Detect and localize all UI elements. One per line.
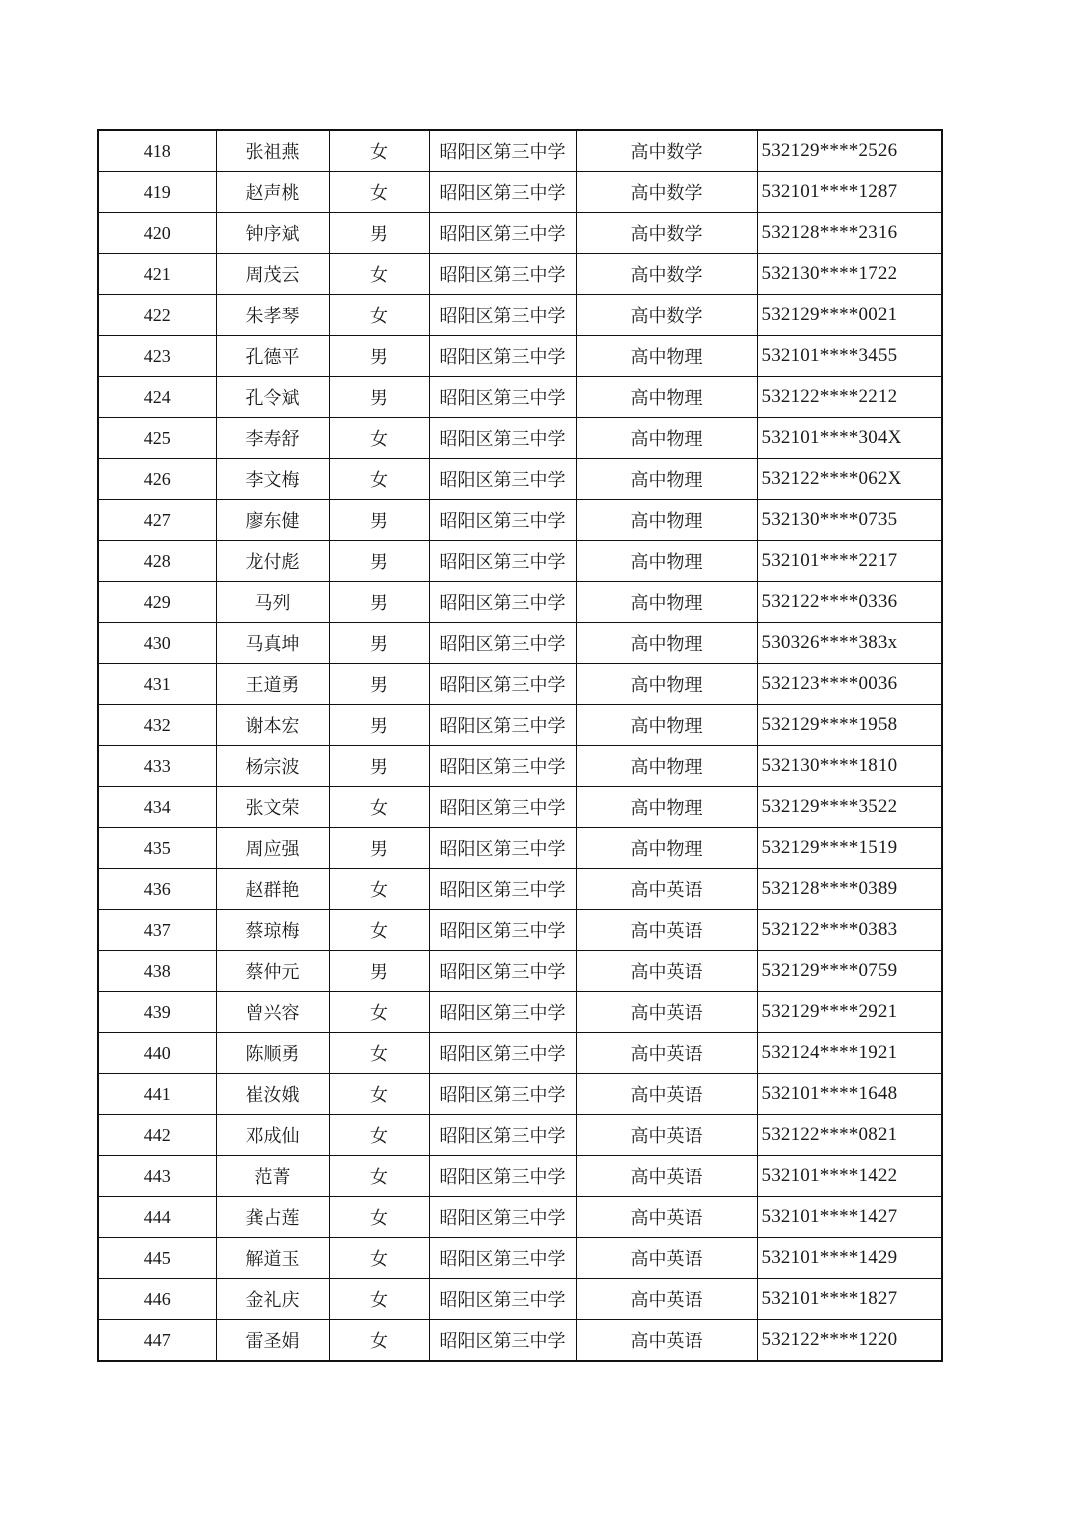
cell-id-number: 532123****0036 <box>757 664 942 705</box>
table-row <box>98 1320 942 1362</box>
cell-number: 420 <box>98 213 216 254</box>
table-row <box>98 664 942 705</box>
table-row <box>98 1074 942 1115</box>
cell-subject: 高中物理 <box>576 664 757 705</box>
cell-number: 428 <box>98 541 216 582</box>
cell-subject: 高中英语 <box>576 1033 757 1074</box>
cell-gender: 男 <box>329 213 429 254</box>
cell-name: 廖东健 <box>216 500 329 541</box>
cell-gender: 女 <box>329 418 429 459</box>
cell-gender: 男 <box>329 828 429 869</box>
cell-school: 昭阳区第三中学 <box>429 295 576 336</box>
cell-gender: 女 <box>329 1279 429 1320</box>
table-row <box>98 1238 942 1279</box>
cell-id-number: 532129****1519 <box>757 828 942 869</box>
cell-gender: 女 <box>329 1156 429 1197</box>
cell-id-number: 532122****2212 <box>757 377 942 418</box>
cell-id-number: 532101****1429 <box>757 1238 942 1279</box>
cell-school: 昭阳区第三中学 <box>429 623 576 664</box>
cell-subject: 高中英语 <box>576 1197 757 1238</box>
cell-school: 昭阳区第三中学 <box>429 951 576 992</box>
cell-name: 曾兴容 <box>216 992 329 1033</box>
cell-id-number: 532129****3522 <box>757 787 942 828</box>
cell-gender: 女 <box>329 910 429 951</box>
cell-subject: 高中英语 <box>576 869 757 910</box>
cell-subject: 高中英语 <box>576 951 757 992</box>
cell-gender: 女 <box>329 1238 429 1279</box>
cell-gender: 女 <box>329 459 429 500</box>
table-row <box>98 746 942 787</box>
cell-school: 昭阳区第三中学 <box>429 787 576 828</box>
table-row <box>98 459 942 500</box>
cell-name: 陈顺勇 <box>216 1033 329 1074</box>
cell-id-number: 532124****1921 <box>757 1033 942 1074</box>
cell-name: 赵声桃 <box>216 172 329 213</box>
cell-gender: 男 <box>329 623 429 664</box>
cell-subject: 高中英语 <box>576 1115 757 1156</box>
cell-gender: 男 <box>329 541 429 582</box>
cell-number: 424 <box>98 377 216 418</box>
table-row <box>98 951 942 992</box>
cell-id-number: 532130****1810 <box>757 746 942 787</box>
cell-school: 昭阳区第三中学 <box>429 1279 576 1320</box>
cell-id-number: 532129****2526 <box>757 130 942 172</box>
cell-name: 龙付彪 <box>216 541 329 582</box>
cell-name: 范菁 <box>216 1156 329 1197</box>
cell-name: 孔德平 <box>216 336 329 377</box>
cell-number: 437 <box>98 910 216 951</box>
cell-id-number: 532101****1422 <box>757 1156 942 1197</box>
cell-name: 李寿舒 <box>216 418 329 459</box>
table-row <box>98 541 942 582</box>
cell-school: 昭阳区第三中学 <box>429 746 576 787</box>
cell-gender: 女 <box>329 1074 429 1115</box>
cell-number: 441 <box>98 1074 216 1115</box>
cell-id-number: 532128****0389 <box>757 869 942 910</box>
table-row <box>98 336 942 377</box>
cell-number: 445 <box>98 1238 216 1279</box>
cell-id-number: 532122****0383 <box>757 910 942 951</box>
cell-subject: 高中物理 <box>576 582 757 623</box>
cell-school: 昭阳区第三中学 <box>429 377 576 418</box>
cell-number: 436 <box>98 869 216 910</box>
cell-name: 王道勇 <box>216 664 329 705</box>
cell-name: 谢本宏 <box>216 705 329 746</box>
table-row <box>98 418 942 459</box>
cell-number: 433 <box>98 746 216 787</box>
cell-school: 昭阳区第三中学 <box>429 705 576 746</box>
cell-gender: 男 <box>329 746 429 787</box>
cell-id-number: 532122****062X <box>757 459 942 500</box>
cell-name: 朱孝琴 <box>216 295 329 336</box>
cell-gender: 女 <box>329 1320 429 1362</box>
cell-gender: 男 <box>329 582 429 623</box>
cell-number: 438 <box>98 951 216 992</box>
cell-gender: 女 <box>329 295 429 336</box>
cell-id-number: 532128****2316 <box>757 213 942 254</box>
table-row <box>98 910 942 951</box>
cell-school: 昭阳区第三中学 <box>429 459 576 500</box>
cell-name: 李文梅 <box>216 459 329 500</box>
cell-gender: 女 <box>329 787 429 828</box>
cell-number: 419 <box>98 172 216 213</box>
cell-name: 张文荣 <box>216 787 329 828</box>
cell-school: 昭阳区第三中学 <box>429 582 576 623</box>
cell-subject: 高中数学 <box>576 254 757 295</box>
cell-school: 昭阳区第三中学 <box>429 828 576 869</box>
cell-name: 钟序斌 <box>216 213 329 254</box>
cell-gender: 女 <box>329 1115 429 1156</box>
cell-name: 周应强 <box>216 828 329 869</box>
cell-subject: 高中英语 <box>576 1074 757 1115</box>
table-row <box>98 172 942 213</box>
cell-name: 马列 <box>216 582 329 623</box>
cell-gender: 女 <box>329 992 429 1033</box>
table-row <box>98 1156 942 1197</box>
cell-subject: 高中数学 <box>576 172 757 213</box>
cell-number: 421 <box>98 254 216 295</box>
cell-school: 昭阳区第三中学 <box>429 1197 576 1238</box>
cell-school: 昭阳区第三中学 <box>429 869 576 910</box>
cell-subject: 高中物理 <box>576 459 757 500</box>
cell-number: 447 <box>98 1320 216 1362</box>
roster-table <box>97 129 943 1362</box>
cell-school: 昭阳区第三中学 <box>429 1033 576 1074</box>
cell-number: 446 <box>98 1279 216 1320</box>
cell-id-number: 532101****1287 <box>757 172 942 213</box>
cell-id-number: 530326****383x <box>757 623 942 664</box>
cell-school: 昭阳区第三中学 <box>429 254 576 295</box>
table-row <box>98 1115 942 1156</box>
cell-subject: 高中数学 <box>576 213 757 254</box>
cell-name: 杨宗波 <box>216 746 329 787</box>
cell-number: 439 <box>98 992 216 1033</box>
table-row <box>98 787 942 828</box>
cell-name: 张祖燕 <box>216 130 329 172</box>
table-row <box>98 500 942 541</box>
cell-subject: 高中数学 <box>576 295 757 336</box>
cell-school: 昭阳区第三中学 <box>429 500 576 541</box>
cell-subject: 高中物理 <box>576 541 757 582</box>
cell-id-number: 532122****0821 <box>757 1115 942 1156</box>
cell-subject: 高中英语 <box>576 992 757 1033</box>
cell-id-number: 532122****0336 <box>757 582 942 623</box>
cell-school: 昭阳区第三中学 <box>429 992 576 1033</box>
cell-id-number: 532129****0021 <box>757 295 942 336</box>
cell-subject: 高中英语 <box>576 1238 757 1279</box>
cell-school: 昭阳区第三中学 <box>429 664 576 705</box>
cell-gender: 女 <box>329 172 429 213</box>
cell-id-number: 532122****1220 <box>757 1320 942 1362</box>
cell-subject: 高中数学 <box>576 130 757 172</box>
cell-number: 427 <box>98 500 216 541</box>
cell-number: 429 <box>98 582 216 623</box>
cell-number: 422 <box>98 295 216 336</box>
cell-school: 昭阳区第三中学 <box>429 910 576 951</box>
cell-gender: 女 <box>329 130 429 172</box>
cell-id-number: 532129****0759 <box>757 951 942 992</box>
cell-gender: 男 <box>329 951 429 992</box>
cell-gender: 男 <box>329 377 429 418</box>
cell-gender: 女 <box>329 254 429 295</box>
cell-number: 426 <box>98 459 216 500</box>
table-row <box>98 869 942 910</box>
cell-school: 昭阳区第三中学 <box>429 1074 576 1115</box>
cell-number: 434 <box>98 787 216 828</box>
table-row <box>98 705 942 746</box>
cell-id-number: 532101****1648 <box>757 1074 942 1115</box>
cell-school: 昭阳区第三中学 <box>429 541 576 582</box>
cell-subject: 高中物理 <box>576 746 757 787</box>
table-row <box>98 623 942 664</box>
cell-id-number: 532101****304X <box>757 418 942 459</box>
table-row <box>98 1197 942 1238</box>
cell-name: 孔令斌 <box>216 377 329 418</box>
cell-subject: 高中物理 <box>576 418 757 459</box>
cell-gender: 女 <box>329 1197 429 1238</box>
cell-school: 昭阳区第三中学 <box>429 213 576 254</box>
cell-school: 昭阳区第三中学 <box>429 130 576 172</box>
cell-name: 周茂云 <box>216 254 329 295</box>
cell-gender: 女 <box>329 869 429 910</box>
cell-gender: 男 <box>329 336 429 377</box>
cell-name: 崔汝娥 <box>216 1074 329 1115</box>
roster-body <box>98 130 942 1361</box>
cell-school: 昭阳区第三中学 <box>429 1238 576 1279</box>
cell-subject: 高中英语 <box>576 1320 757 1362</box>
cell-school: 昭阳区第三中学 <box>429 336 576 377</box>
cell-number: 430 <box>98 623 216 664</box>
table-row <box>98 377 942 418</box>
cell-name: 马真坤 <box>216 623 329 664</box>
cell-number: 444 <box>98 1197 216 1238</box>
cell-number: 432 <box>98 705 216 746</box>
cell-school: 昭阳区第三中学 <box>429 1156 576 1197</box>
table-row <box>98 254 942 295</box>
table-row <box>98 828 942 869</box>
cell-id-number: 532129****2921 <box>757 992 942 1033</box>
cell-id-number: 532130****0735 <box>757 500 942 541</box>
cell-name: 赵群艳 <box>216 869 329 910</box>
cell-number: 435 <box>98 828 216 869</box>
cell-subject: 高中物理 <box>576 787 757 828</box>
table-row <box>98 1279 942 1320</box>
cell-name: 邓成仙 <box>216 1115 329 1156</box>
cell-name: 雷圣娟 <box>216 1320 329 1362</box>
cell-number: 443 <box>98 1156 216 1197</box>
cell-id-number: 532101****1427 <box>757 1197 942 1238</box>
cell-name: 金礼庆 <box>216 1279 329 1320</box>
cell-subject: 高中物理 <box>576 336 757 377</box>
cell-subject: 高中物理 <box>576 705 757 746</box>
cell-gender: 男 <box>329 664 429 705</box>
cell-subject: 高中物理 <box>576 623 757 664</box>
cell-number: 440 <box>98 1033 216 1074</box>
cell-id-number: 532101****3455 <box>757 336 942 377</box>
cell-subject: 高中英语 <box>576 1279 757 1320</box>
table-row <box>98 1033 942 1074</box>
cell-id-number: 532101****1827 <box>757 1279 942 1320</box>
cell-name: 解道玉 <box>216 1238 329 1279</box>
cell-name: 龚占莲 <box>216 1197 329 1238</box>
cell-number: 442 <box>98 1115 216 1156</box>
cell-gender: 男 <box>329 500 429 541</box>
cell-name: 蔡琼梅 <box>216 910 329 951</box>
cell-subject: 高中物理 <box>576 377 757 418</box>
cell-id-number: 532101****2217 <box>757 541 942 582</box>
cell-subject: 高中物理 <box>576 828 757 869</box>
cell-subject: 高中英语 <box>576 1156 757 1197</box>
table-row <box>98 213 942 254</box>
cell-number: 418 <box>98 130 216 172</box>
cell-id-number: 532129****1958 <box>757 705 942 746</box>
cell-school: 昭阳区第三中学 <box>429 172 576 213</box>
cell-number: 431 <box>98 664 216 705</box>
table-row <box>98 130 942 172</box>
cell-gender: 女 <box>329 1033 429 1074</box>
cell-subject: 高中英语 <box>576 910 757 951</box>
cell-subject: 高中物理 <box>576 500 757 541</box>
table-row <box>98 992 942 1033</box>
cell-name: 蔡仲元 <box>216 951 329 992</box>
table-row <box>98 582 942 623</box>
cell-school: 昭阳区第三中学 <box>429 1115 576 1156</box>
cell-id-number: 532130****1722 <box>757 254 942 295</box>
cell-gender: 男 <box>329 705 429 746</box>
cell-number: 425 <box>98 418 216 459</box>
cell-school: 昭阳区第三中学 <box>429 1320 576 1362</box>
table-row <box>98 295 942 336</box>
cell-number: 423 <box>98 336 216 377</box>
cell-school: 昭阳区第三中学 <box>429 418 576 459</box>
